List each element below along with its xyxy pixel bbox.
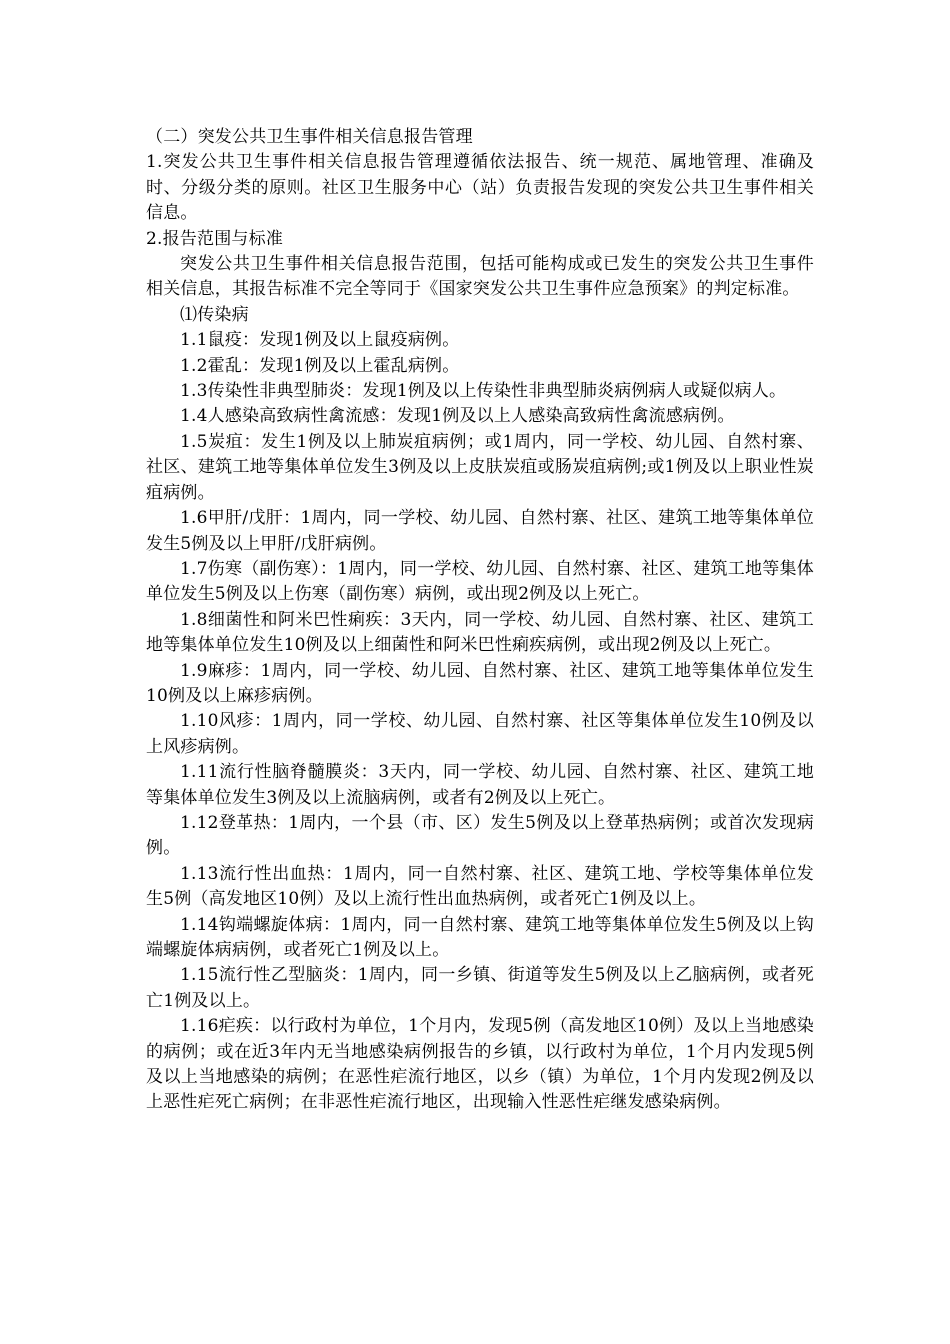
paragraph-item-1-9: 1.9麻疹：1周内，同一学校、幼儿园、自然村寨、社区、建筑工地等集体单位发生10例及以上麻疹病例。 (146, 660, 814, 706)
paragraph-item-1: 1.突发公共卫生事件相关信息报告管理遵循依法报告、统一规范、属地管理、准确及时、分级分类的原则。社区卫生服务中心（站）负责报告发现的突发公共卫生事件相关信息。 (146, 152, 814, 224)
paragraph-item-1-16: 1.16疟疾：以行政村为单位，1个月内，发现5例（高发地区10例）及以上当地感染的病例；或在近3年内无当地感染病例报告的乡镇，以行政村为单位，1个月内发现5例及以上当地感染的病例；在恶性疟流行地区，以乡（镇）为单位，1个月内发现2例及以上恶性疟死亡病例；在非恶性疟流行地区，出现输入性恶性疟继发感染病例。 (146, 1016, 814, 1113)
paragraph-item-1-13: 1.13流行性出血热：1周内，同一自然村寨、社区、建筑工地、学校等集体单位发生5例（高发地区10例）及以上流行性出血热病例，或者死亡1例及以上。 (146, 863, 814, 910)
paragraph-item-1-3: 1.3传染性非典型肺炎：发现1例及以上传染性非典型肺炎病例病人或疑似病人。 (180, 381, 787, 402)
paragraph-item-2: 2.报告范围与标准 (146, 228, 284, 249)
paragraph-item-1-2: 1.2霍乱：发现1例及以上霍乱病例。 (180, 355, 460, 376)
paragraph-item-1-6: 1.6甲肝/戊肝：1周内，同一学校、幼儿园、自然村寨、社区、建筑工地等集体单位发生5例及以上甲肝/戊肝病例。 (146, 508, 814, 554)
paragraph-scope: 突发公共卫生事件相关信息报告范围，包括可能构成或已发生的突发公共卫生事件相关信息，其报告标准不完全等同于《国家突发公共卫生事件应急预案》的判定标准。 (146, 254, 814, 300)
paragraph-item-1-11: 1.11流行性脑脊髓膜炎：3天内，同一学校、幼儿园、自然村寨、社区、建筑工地等集体单位发生3例及以上流脑病例，或者有2例及以上死亡。 (146, 762, 814, 808)
section-heading: （二）突发公共卫生事件相关信息报告管理 (146, 127, 473, 147)
paragraph-item-1-5: 1.5炭疽：发生1例及以上肺炭疽病例；或1周内，同一学校、幼儿园、自然村寨、社区、建筑工地等集体单位发生3例及以上皮肤炭疽或肠炭疽病例;或1例及以上职业性炭疽病例。 (146, 431, 814, 503)
paragraph-item-1-15: 1.15流行性乙型脑炎：1周内，同一乡镇、街道等发生5例及以上乙脑病例，或者死亡1例及以上。 (146, 965, 814, 1011)
paragraph-item-1-12: 1.12登革热：1周内，一个县（市、区）发生5例及以上登革热病例；或首次发现病例。 (146, 812, 814, 859)
paragraph-item-1-1: 1.1鼠疫：发现1例及以上鼠疫病例。 (180, 330, 460, 351)
paragraph-item-1-10: 1.10风疹：1周内，同一学校、幼儿园、自然村寨、社区等集体单位发生10例及以上风疹病例。 (146, 711, 814, 757)
paragraph-item-1-4: 1.4人感染高致病性禽流感：发现1例及以上人感染高致病性禽流感病例。 (180, 406, 735, 427)
paragraph-item-1-7: 1.7伤寒（副伤寒）：1周内，同一学校、幼儿园、自然村寨、社区、建筑工地等集体单位发生5例及以上伤寒（副伤寒）病例，或出现2例及以上死亡。 (146, 558, 814, 605)
sub-heading-infectious: ⑴传染病 (180, 304, 249, 325)
document-page (146, 125, 814, 1116)
paragraph-item-1-14: 1.14钩端螺旋体病：1周内，同一自然村寨、建筑工地等集体单位发生5例及以上钩端螺旋体病病例，或者死亡1例及以上。 (146, 914, 814, 960)
paragraph-item-1-8: 1.8细菌性和阿米巴性痢疾：3天内，同一学校、幼儿园、自然村寨、社区、建筑工地等集体单位发生10例及以上细菌性和阿米巴性痢疾病例，或出现2例及以上死亡。 (146, 609, 814, 656)
